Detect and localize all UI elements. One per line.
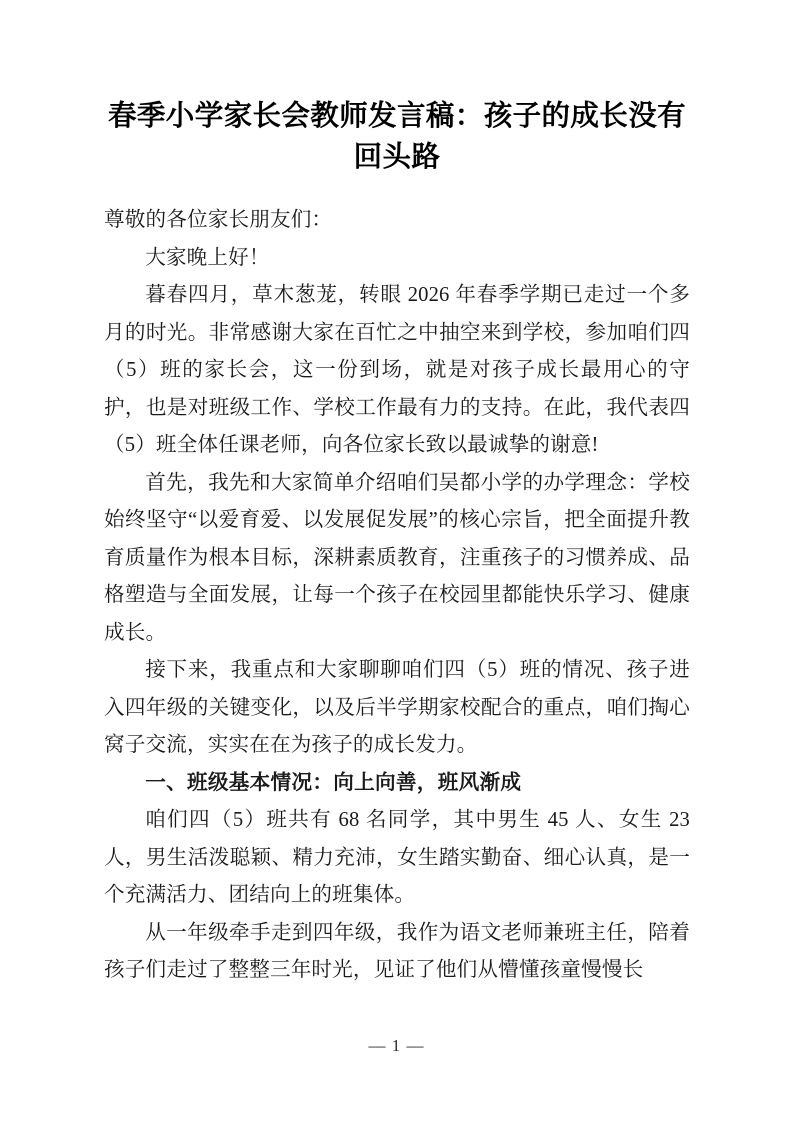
paragraph-teacher-history: 从一年级牵手走到四年级，我作为语文老师兼班主任，陪着孩子们走过了整整三年时光，见证了他们从懵懂孩童慢慢长 xyxy=(104,921,690,981)
page-number: — 1 — xyxy=(368,1036,425,1055)
page-title: 春季小学家长会教师发言稿：孩子的成长没有回头路 xyxy=(108,100,687,173)
paragraph-school-philosophy: 首先，我先和大家简单介绍咱们吴都小学的办学理念：学校始终坚守“以爱育爱、以发展促发展”的核心宗旨，把全面提升教育质量作为根本目标，深耕素质教育，注重孩子的习惯养成、品格塑造与全面发展，让每一个孩子在校园里都能快乐学习、健康成长。 xyxy=(104,471,690,644)
paragraph-class-composition: 咱们四（5）班共有 68 名同学，其中男生 45 人、女生 23 人，男生活泼聪颖、精力充沛，女生踏实勤奋、细心认真，是一个充满活力、团结向上的班集体。 xyxy=(104,809,690,906)
paragraph-greeting: 大家晚上好！ xyxy=(145,246,270,269)
document-body xyxy=(104,96,690,990)
paragraph-thanks: 暮春四月，草木葱茏，转眼 2026 年春季学期已走过一个多月的时光。非常感谢大家在百忙之中抽空来到学校，参加咱们四（5）班的家长会，这一份到场，就是对孩子成长最用心的守护，也是对班级工作、学校工作最有力的支持。在此，我代表四（5）班全体任课老师，向各位家长致以最诚挚的谢意! xyxy=(104,284,690,456)
section-heading-class-overview: 一、班级基本情况：向上向善，班风渐成 xyxy=(145,771,522,794)
paragraph-salutation: 尊敬的各位家长朋友们： xyxy=(104,209,333,231)
paragraph-agenda: 接下来，我重点和大家聊聊咱们四（5）班的情况、孩子进入四年级的关键变化，以及后半学期家校配合的重点，咱们掏心窝子交流，实实在在为孩子的成长发力。 xyxy=(104,659,690,756)
